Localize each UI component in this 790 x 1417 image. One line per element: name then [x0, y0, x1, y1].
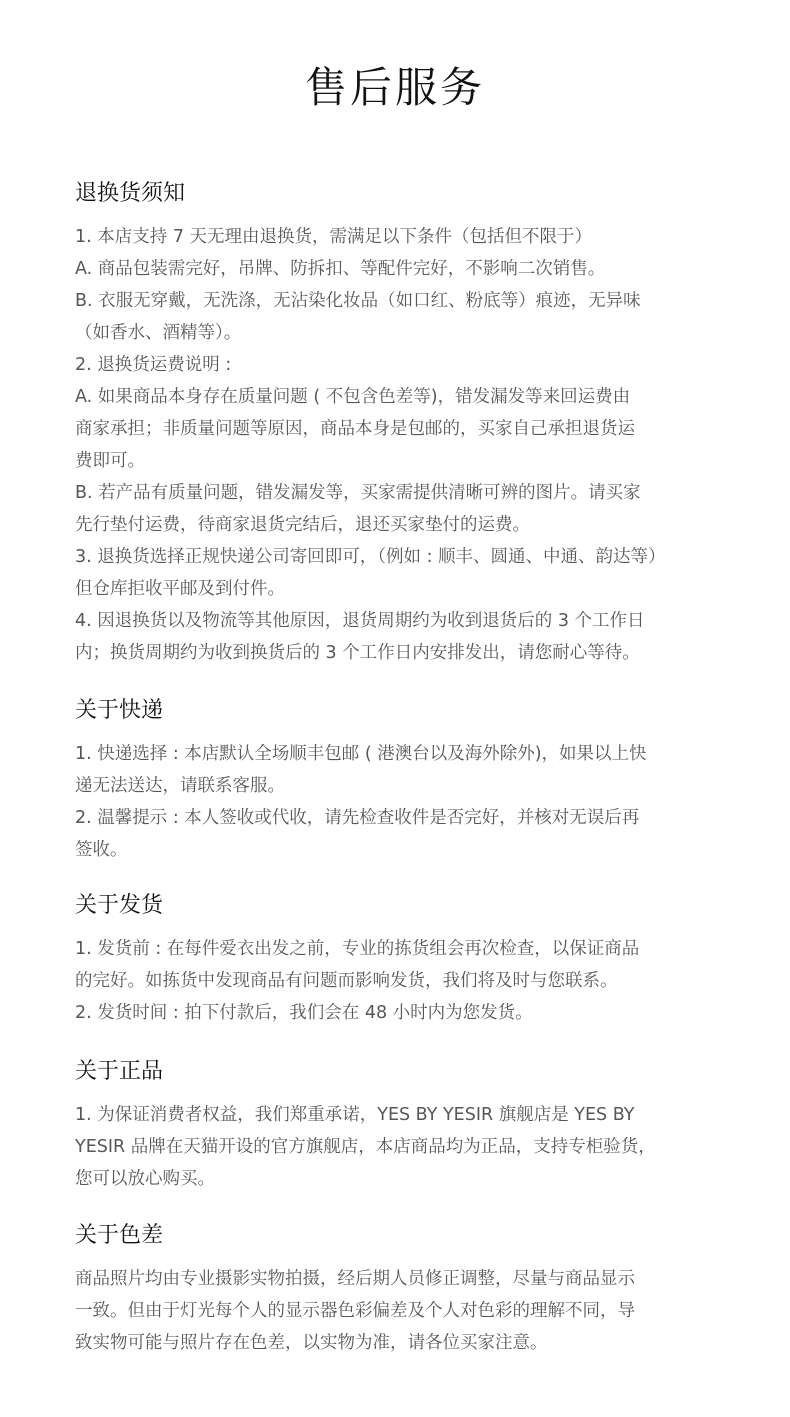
section-shipping: [75, 889, 725, 1029]
text-line: A. 如果商品本身存在质量问题 ( 不包含色差等)，错发漏发等来回运费由: [75, 387, 631, 407]
section-heading: 关于正品: [75, 1059, 164, 1084]
text-line: 2. 温馨提示 : 本人签收或代收，请先检查收件是否完好，并核对无误后再: [75, 808, 640, 828]
section-heading: 关于快递: [75, 698, 164, 723]
text-line: A. 商品包装需完好，吊牌、防拆扣、等配件完好，不影响二次销售。: [75, 259, 606, 279]
section-body: [75, 221, 725, 669]
text-line: （如香水、酒精等）。: [75, 323, 242, 343]
section-body: [75, 1099, 725, 1195]
returns-paragraph: [75, 221, 725, 669]
text-line: YESIR 品牌在天猫开设的官方旗舰店，本店商品均为正品，支持专柜验货，: [75, 1137, 656, 1157]
section-heading: 关于色差: [75, 1223, 164, 1248]
section-body: [75, 738, 725, 866]
text-line: B. 衣服无穿戴，无洗涤，无沾染化妆品（如口红、粉底等）痕迹，无异味: [75, 291, 641, 311]
section-returns-notice: [75, 177, 725, 669]
section-body: [75, 933, 725, 1029]
section-authentic: [75, 1055, 725, 1195]
section-heading: 退换货须知: [75, 181, 186, 206]
section-heading: 关于发货: [75, 893, 164, 918]
text-line: 您可以放心购买。: [75, 1169, 215, 1189]
text-line: 商品照片均由专业摄影实物拍摄，经后期人员修正调整，尽量与商品显示: [75, 1269, 635, 1289]
color-paragraph: [75, 1263, 725, 1359]
text-line: 1. 发货前 : 在每件爱衣出发之前，专业的拣货组会再次检查，以保证商品: [75, 939, 640, 959]
text-line: 的完好。如拣货中发现商品有问题而影响发货，我们将及时与您联系。: [75, 971, 618, 991]
text-line: 但仓库拒收平邮及到付件。: [75, 579, 285, 599]
text-line: 1. 本店支持 7 天无理由退换货，需满足以下条件（包括但不限于）: [75, 227, 593, 247]
text-line: 一致。但由于灯光每个人的显示器色彩偏差及个人对色彩的理解不同，导: [75, 1301, 635, 1321]
section-color-difference: [75, 1219, 725, 1359]
text-line: 2. 发货时间 : 拍下付款后，我们会在 48 小时内为您发货。: [75, 1003, 533, 1023]
text-line: 费即可。: [75, 451, 145, 471]
shipping-paragraph: [75, 933, 725, 1029]
authentic-paragraph: [75, 1099, 725, 1195]
page-title: 售后服务: [304, 63, 485, 112]
text-line: 内；换货周期约为收到换货后的 3 个工作日内安排发出，请您耐心等待。: [75, 643, 640, 663]
text-line: 2. 退换货运费说明 :: [75, 355, 232, 375]
text-line: 3. 退换货选择正规快递公司寄回即可，（例如 : 顺丰、圆通、中通、韵达等）: [75, 547, 666, 567]
text-line: 先行垫付运费，待商家退货完结后，退还买家垫付的运费。: [75, 515, 530, 535]
text-line: 致实物可能与照片存在色差，以实物为准，请各位买家注意。: [75, 1333, 548, 1353]
text-line: 1. 快递选择 : 本店默认全场顺丰包邮 ( 港澳台以及海外除外)，如果以上快: [75, 744, 647, 764]
text-line: 4. 因退换货以及物流等其他原因，退货周期约为收到退货后的 3 个工作日: [75, 611, 645, 631]
text-line: 1. 为保证消费者权益，我们郑重承诺，YES BY YESIR 旗舰店是 YES BY: [75, 1105, 635, 1125]
text-line: B. 若产品有质量问题，错发漏发等，买家需提供清晰可辨的图片。请买家: [75, 483, 641, 503]
text-line: 商家承担；非质量问题等原因，商品本身是包邮的，买家自己承担退货运: [75, 419, 635, 439]
text-line: 签收。: [75, 840, 128, 860]
express-paragraph: [75, 738, 725, 866]
text-line: 递无法送达，请联系客服。: [75, 776, 285, 796]
section-express: [75, 694, 725, 866]
section-body: [75, 1263, 725, 1359]
